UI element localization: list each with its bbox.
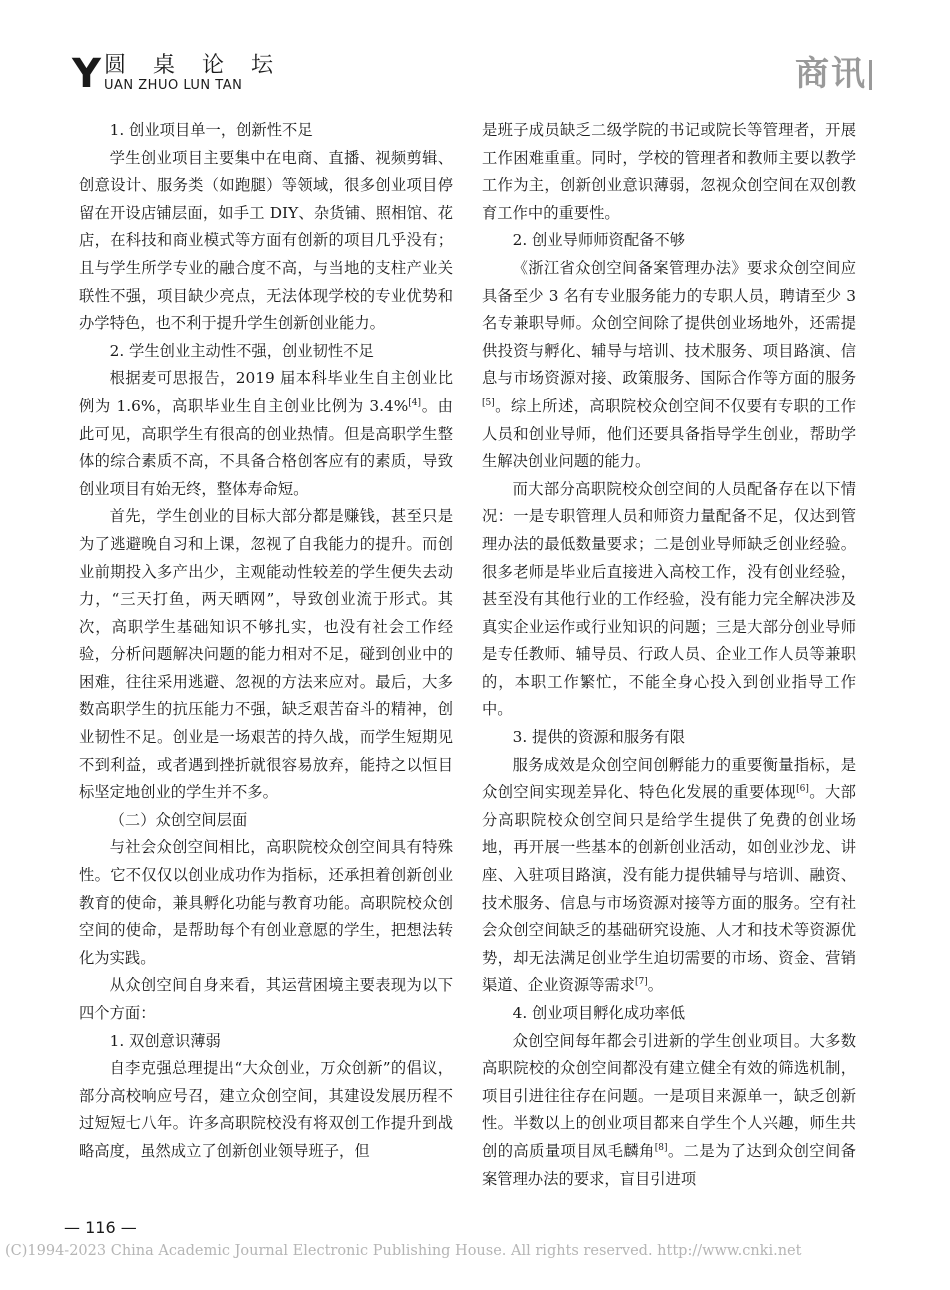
column-title-en: UAN ZHUO LUN TAN bbox=[104, 78, 243, 93]
paragraph-text: 2. 创业导师师资配备不够 bbox=[512, 231, 686, 250]
brand-divider bbox=[869, 60, 872, 90]
paragraph-text: 首先，学生创业的目标大部分都是赚钱，甚至只是为了逃避晚自习和上课，忽视了自我能力的提升。而创业前期投入多产出少，主观能动性较差的学生便失去动力，“三天打鱼，两天晒网”，导致创业流于形式。其次，高职学生基础知识不够扎实，也没有社会工作经验，分析问题解决问题的能力相对不足，碰到创业中的困难，往往采用逃避、忽视的方法来应对。最后，大多数高职学生的抗压能力不强，缺乏艰苦奋斗的精神，创业韧性不足。创业是一场艰苦的持久战，而学生短期见不到利益，或者遇到挫折就很容易放弃，能持之以恒目标坚定地创业的学生并不多。 bbox=[79, 507, 453, 802]
paragraph-text: 。 bbox=[647, 976, 664, 995]
paragraph-text: 从众创空间自身来看，其运营困境主要表现为以下四个方面： bbox=[79, 976, 453, 1022]
body-paragraph bbox=[79, 1055, 453, 1165]
body-paragraph bbox=[482, 476, 856, 724]
citation-ref: [5] bbox=[482, 397, 495, 408]
body-paragraph bbox=[482, 117, 856, 227]
section-heading bbox=[79, 1028, 453, 1056]
paragraph-text: 1. 创业项目单一，创新性不足 bbox=[109, 121, 313, 139]
section-heading bbox=[79, 117, 453, 145]
paragraph-text: 。大部分高职院校众创空间只是给学生提供了免费的创业场地，再开展一些基本的创新创业活动，如创业沙龙、讲座、入驻项目路演，没有能力提供辅导与培训、融资、技术服务、信息与市场资源对接等方面的服务。空有社会众创空间缺乏的基础研究设施、人才和技术等资源优势，却无法满足创业学生迫切需要的市场、资金、营销渠道、企业资源等需求 bbox=[482, 783, 856, 995]
section-heading bbox=[482, 227, 856, 255]
citation-ref: [7] bbox=[634, 977, 648, 988]
column-title-cn: 圆 桌 论 坛 bbox=[104, 53, 283, 78]
paragraph-text: 。二是为了达到众创空间备案管理办法的要求，盲目引进项 bbox=[482, 1141, 856, 1188]
citation-ref: [8] bbox=[654, 1142, 668, 1153]
paragraph-text: 众创空间每年都会引进新的学生创业项目。大多数高职院校的众创空间都没有建立健全有效的筛选机制，项目引进往往存在问题。一是项目来源单一，缺乏创新性。半数以上的创业项目都来自学生个人兴趣，师生共创的高质量项目凤毛麟角 bbox=[482, 1031, 856, 1160]
body-paragraph bbox=[79, 365, 453, 503]
paragraph-text: 《浙江省众创空间备案管理办法》要求众创空间应具备至少 3 名有专业服务能力的专职人员，聘请至少 3 名专兼职导师。众创空间除了提供创业场地外，还需提供投资与孵化、辅导与培训、技术服务、项目路演、信息与市场资源对接、政策服务、国际合作等方面的服务 bbox=[482, 258, 856, 388]
body-paragraph bbox=[79, 834, 453, 972]
section-heading bbox=[79, 338, 453, 366]
page-number: — 116 — bbox=[64, 1218, 137, 1237]
paragraph-text: 4. 创业项目孵化成功率低 bbox=[512, 1004, 686, 1022]
citation-ref: [6] bbox=[796, 784, 809, 795]
paragraph-text: 1. 双创意识薄弱 bbox=[109, 1031, 221, 1050]
body-paragraph bbox=[79, 503, 453, 807]
journal-header bbox=[72, 52, 872, 100]
journal-brand: 商讯 bbox=[795, 54, 867, 94]
paragraph-text: 是班子成员缺乏二级学院的书记或院长等管理者，开展工作困难重重。同时，学校的管理者和教师主要以教学工作为主，创新创业意识薄弱，忽视众创空间在双创教育工作中的重要性。 bbox=[482, 121, 856, 222]
paragraph-text: 。综上所述，高职院校众创空间不仅要有专职的工作人员和创业导师，他们还要具备指导学生创业，帮助学生解决创业问题的能力。 bbox=[482, 396, 856, 471]
paragraph-text: 而大部分高职院校众创空间的人员配备存在以下情况：一是专职管理人员和师资力量配备不足，仅达到管理办法的最低数量要求；二是创业导师缺乏创业经验。很多老师是毕业后直接进入高校工作，没有创业经验，甚至没有其他行业的工作经验，没有能力完全解决涉及真实企业运作或行业知识的问题；三是大部分创业导师是专任教师、辅导员、行政人员、企业工作人员等兼职的，本职工作繁忙，不能全身心投入到创业指导工作中。 bbox=[482, 479, 856, 719]
section-heading bbox=[482, 1000, 856, 1028]
section-heading bbox=[482, 724, 856, 752]
paragraph-text: 与社会众创空间相比，高职院校众创空间具有特殊性。它不仅仅以创业成功作为指标，还承担着创新创业教育的使命，兼具孵化功能与教育功能。高职院校众创空间的使命，是帮助每个有创业意愿的学生，把想法转化为实践。 bbox=[79, 838, 453, 967]
body-paragraph bbox=[79, 145, 453, 338]
paragraph-text: 根据麦可思报告，2019 届本科毕业生自主创业比例为 1.6%，高职毕业生自主创业比例为 3.4% bbox=[79, 369, 453, 415]
paragraph-text: 3. 提供的资源和服务有限 bbox=[512, 728, 686, 747]
section-heading bbox=[79, 807, 453, 835]
paragraph-text: （二）众创空间层面 bbox=[109, 810, 248, 829]
body-paragraph bbox=[482, 255, 856, 476]
left-column bbox=[79, 117, 453, 1166]
paragraph-text: 学生创业项目主要集中在电商、直播、视频剪辑、创意设计、服务类（如跑腿）等领域，很多创业项目停留在开设店铺层面，如手工 DIY、杂货铺、照相馆、花店，在科技和商业模式等方面有创新的项目几乎没有；且与学生所学专业的融合度不高，与当地的支柱产业关联性不强，项目缺少亮点，无法体现学校的专业优势和办学特色，也不利于提升学生创新创业能力。 bbox=[79, 148, 453, 333]
paragraph-text: 。由此可见，高职学生有很高的创业热情。但是高职学生整体的综合素质不高，不具备合格创客应有的素质，导致创业项目有始无终，整体寿命短。 bbox=[79, 396, 453, 498]
paragraph-text: 自李克强总理提出“大众创业，万众创新”的倡议，部分高校响应号召，建立众创空间，其建设发展历程不过短短七八年。许多高职院校没有将双创工作提升到战略高度，虽然成立了创新创业领导班子，但 bbox=[79, 1059, 453, 1160]
body-paragraph bbox=[482, 1028, 856, 1194]
body-paragraph bbox=[79, 972, 453, 1027]
body-paragraph bbox=[482, 752, 856, 1000]
paragraph-text: 服务成效是众创空间创孵能力的重要衡量指标，是众创空间实现差异化、特色化发展的重要体现 bbox=[482, 755, 856, 802]
copyright-notice: (C)1994-2023 China Academic Journal Electronic Publishing House. All rights reserved. http://www.cnki.net bbox=[5, 1243, 802, 1259]
logo-initial: Y bbox=[72, 51, 101, 97]
citation-ref: [4] bbox=[408, 397, 422, 408]
right-column bbox=[482, 117, 856, 1193]
paragraph-text: 2. 学生创业主动性不强，创业韧性不足 bbox=[109, 341, 374, 360]
